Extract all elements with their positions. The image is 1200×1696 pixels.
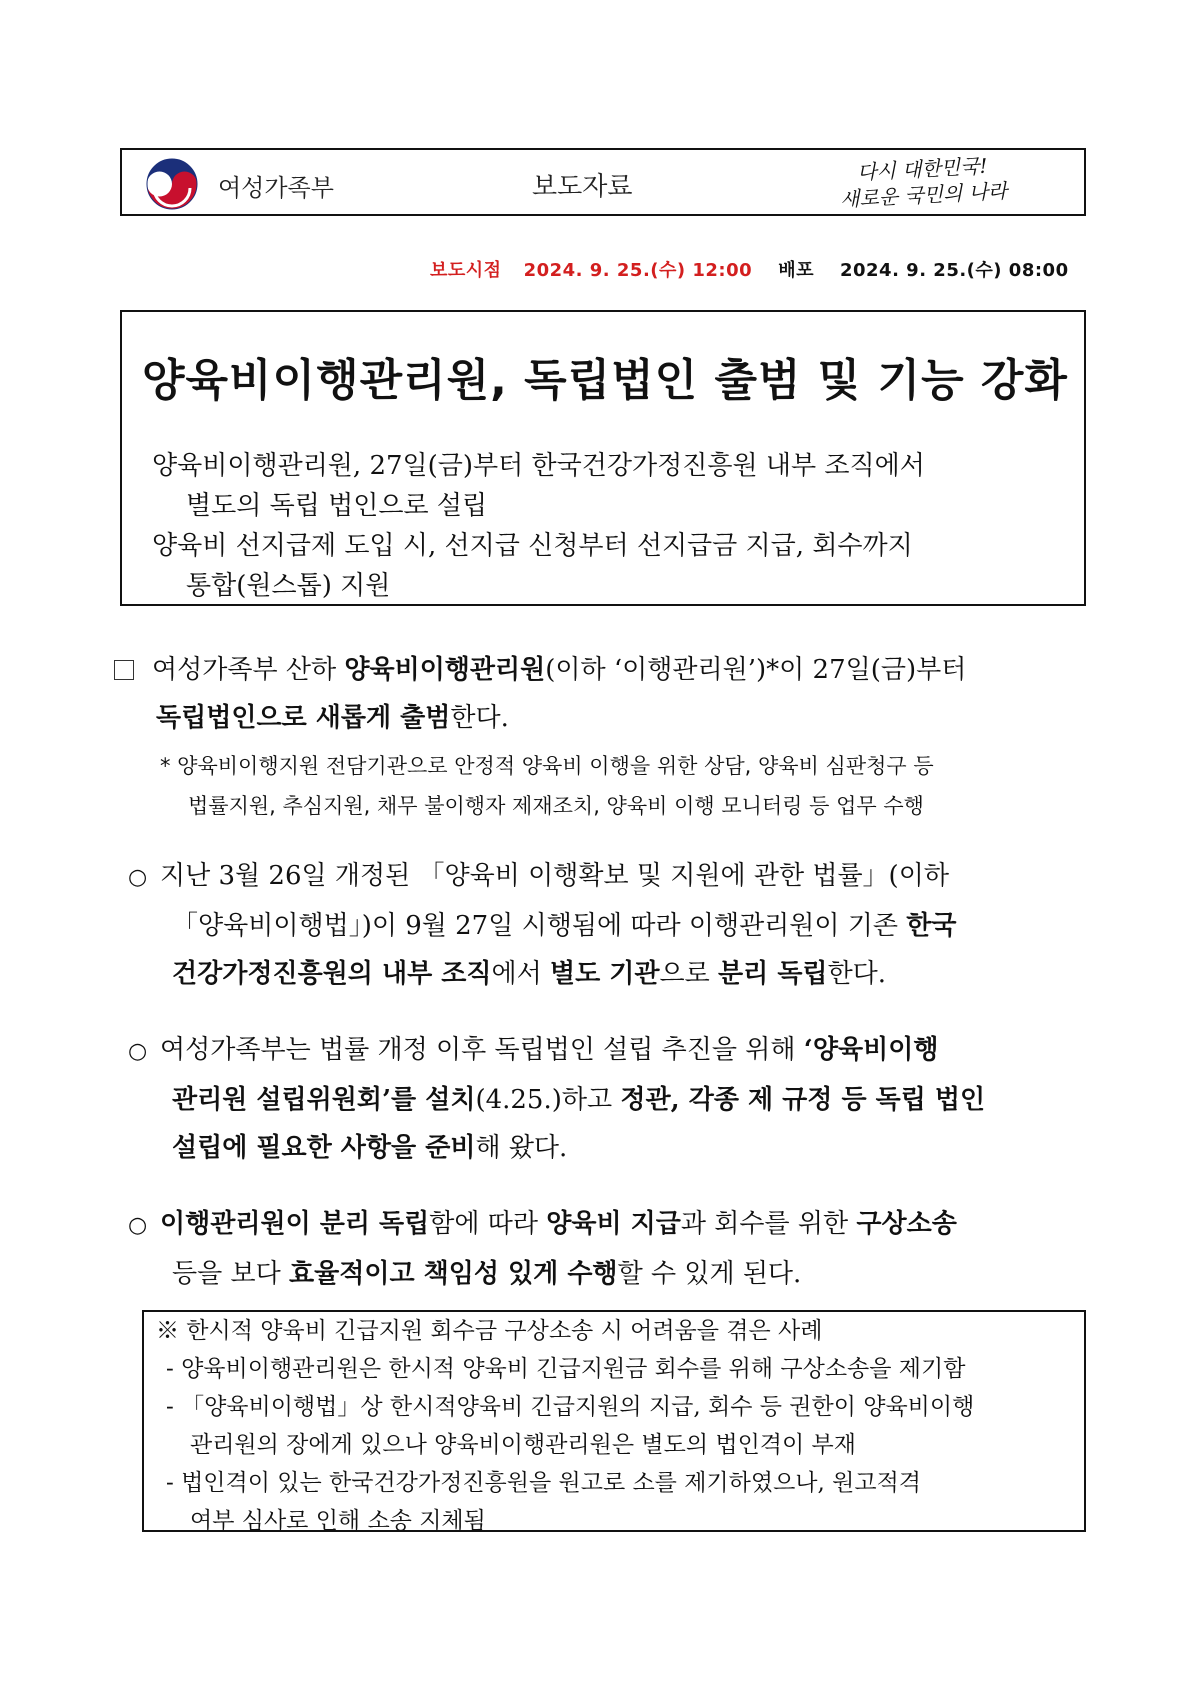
paragraph-1 <box>114 646 1084 742</box>
case-box-title: ※ 한시적 양육비 긴급지원 회수금 구상소송 시 어려움을 겪은 사례 <box>156 1318 823 1344</box>
ministry-name: 여성가족부 <box>218 174 334 202</box>
slogan-line-2: 새로운 국민의 나라 <box>839 178 1008 212</box>
paragraph-2 <box>128 852 1084 998</box>
paragraph-3-line-1 <box>128 1026 1084 1076</box>
p4-line-1b: 함에 따라 <box>429 1209 538 1239</box>
page-title: 양육비이행관리원, 독립법인 출범 및 기능 강화 <box>142 355 1068 406</box>
release-time: 2024. 9. 25.(수) 12:00 <box>523 260 753 281</box>
footnote-line-2: 법률지원, 추심지원, 채무 불이행자 제재조치, 양육비 이행 모니터링 등 업무 수행 <box>188 794 924 818</box>
p4-line-1a: 이행관리원이 분리 독립 <box>160 1209 430 1239</box>
p1-text-e: 한다. <box>450 703 509 733</box>
paragraph-1-line-2 <box>114 694 1084 742</box>
p4-line-2b: 효율적이고 책임성 있게 수행 <box>289 1259 618 1289</box>
case-item-3-line-2: 여부 심사로 인해 소송 지체됨 <box>190 1508 486 1534</box>
footnote-line-1: * 양육비이행지원 전담기관으로 안정적 양육비 이행을 위한 상담, 양육비 심판청구 등 <box>160 754 934 778</box>
footnote <box>160 746 1080 826</box>
subtitle-1-line-2: 별도의 독립 법인으로 설립 <box>186 491 488 521</box>
paragraph-1-line-1 <box>114 646 1084 694</box>
release-time-label: 보도시점 <box>430 260 502 281</box>
p2-line-3e: 분리 독립 <box>718 959 828 989</box>
distribution-label: 배포 <box>778 260 814 281</box>
slogan <box>807 150 1039 214</box>
p2-line-3b: 에서 <box>491 959 542 989</box>
distribution-time: 2024. 9. 25.(수) 08:00 <box>839 260 1069 281</box>
p1-text-c: (이하 ‘이행관리원’)*이 27일(금)부터 <box>545 655 967 685</box>
government-emblem-icon <box>146 158 198 210</box>
p4-line-1c: 양육비 지급 <box>546 1209 681 1239</box>
circle-bullet-icon: ○ <box>128 1039 148 1064</box>
paragraph-3-line-2 <box>128 1076 1084 1124</box>
p2-line-3c: 별도 기관 <box>550 959 660 989</box>
paragraph-4-line-1 <box>128 1200 1084 1250</box>
p3-line-2c: 정관, 각종 제 규정 등 독립 법인 <box>620 1085 986 1115</box>
p4-line-2c: 할 수 있게 된다. <box>617 1259 802 1289</box>
p3-line-3a: 설립에 필요한 사항을 준비 <box>172 1133 476 1163</box>
p3-line-2a: 관리원 설립위원회’를 설치 <box>172 1085 476 1115</box>
subtitle-1 <box>152 446 1072 526</box>
case-item-3-line-1: - 법인격이 있는 한국건강가정진흥원을 원고로 소를 제기하였으나, 원고적격 <box>166 1470 922 1496</box>
p3-line-2b: (4.25.)하고 <box>475 1085 613 1115</box>
p3-line-1a: 여성가족부는 법률 개정 이후 독립법인 설립 추진을 위해 <box>160 1035 796 1065</box>
paragraph-3 <box>128 1026 1084 1172</box>
p4-line-1d: 과 회수를 위한 <box>680 1209 849 1239</box>
paragraph-4-line-2 <box>128 1250 1084 1298</box>
subtitle-2 <box>152 526 1072 606</box>
subtitle-1-line-1 <box>152 446 1072 486</box>
p4-line-1e: 구상소송 <box>856 1209 957 1239</box>
p2-line-2b: 한국 <box>906 911 957 941</box>
p1-text-a: 여성가족부 산하 <box>152 655 337 685</box>
p1-text-b: 양육비이행관리원 <box>344 655 546 685</box>
p1-text-d: 독립법인으로 새롭게 출범 <box>156 703 451 733</box>
paragraph-2-line-1 <box>128 852 1084 902</box>
paragraph-4 <box>128 1200 1084 1298</box>
case-item-1: - 양육비이행관리원은 한시적 양육비 긴급지원금 회수를 위해 구상소송을 제기함 <box>166 1356 966 1382</box>
header-box <box>120 148 1086 216</box>
p2-line-3a: 건강가정진흥원의 내부 조직 <box>172 959 492 989</box>
p2-line-2a: 「양육비이행법」)이 9월 27일 시행됨에 따라 이행관리원이 기존 <box>172 911 899 941</box>
circle-bullet-icon: ○ <box>128 1213 148 1238</box>
square-bullet-icon <box>114 660 134 680</box>
p3-line-1b: ‘양육비이행 <box>803 1035 939 1065</box>
circle-bullet-icon: ○ <box>128 865 148 890</box>
p2-line-3d: 으로 <box>659 959 710 989</box>
p2-line-1: 지난 3월 26일 개정된 「양육비 이행확보 및 지원에 관한 법률」(이하 <box>160 861 949 891</box>
release-dates <box>430 256 1069 282</box>
subtitle-1-text: 양육비이행관리원, 27일(금)부터 한국건강가정진흥원 내부 조직에서 <box>152 451 925 481</box>
paragraph-3-line-3 <box>128 1124 1084 1172</box>
case-box-content <box>156 1312 1076 1540</box>
title-box <box>120 310 1086 606</box>
paragraph-2-line-3 <box>128 950 1084 998</box>
press-release-label: 보도자료 <box>532 172 633 202</box>
paragraph-2-line-2 <box>128 902 1084 950</box>
subtitle-2-line-2: 통합(원스톱) 지원 <box>186 571 391 601</box>
case-item-2-line-1: - 「양육비이행법」상 한시적양육비 긴급지원의 지급, 회수 등 권한이 양육비이행 <box>166 1394 975 1420</box>
slogan-line-1: 다시 대한민국! <box>856 153 989 185</box>
case-box <box>142 1310 1086 1532</box>
p3-line-3b: 해 왔다. <box>475 1133 568 1163</box>
subtitle-2-line-1: 양육비 선지급제 도입 시, 선지급 신청부터 선지급금 지급, 회수까지 <box>152 531 913 561</box>
case-item-2-line-2: 관리원의 장에게 있으나 양육비이행관리원은 별도의 법인격이 부재 <box>190 1432 856 1458</box>
p2-line-3f: 한다. <box>827 959 887 989</box>
p4-line-2a: 등을 보다 <box>172 1259 281 1289</box>
